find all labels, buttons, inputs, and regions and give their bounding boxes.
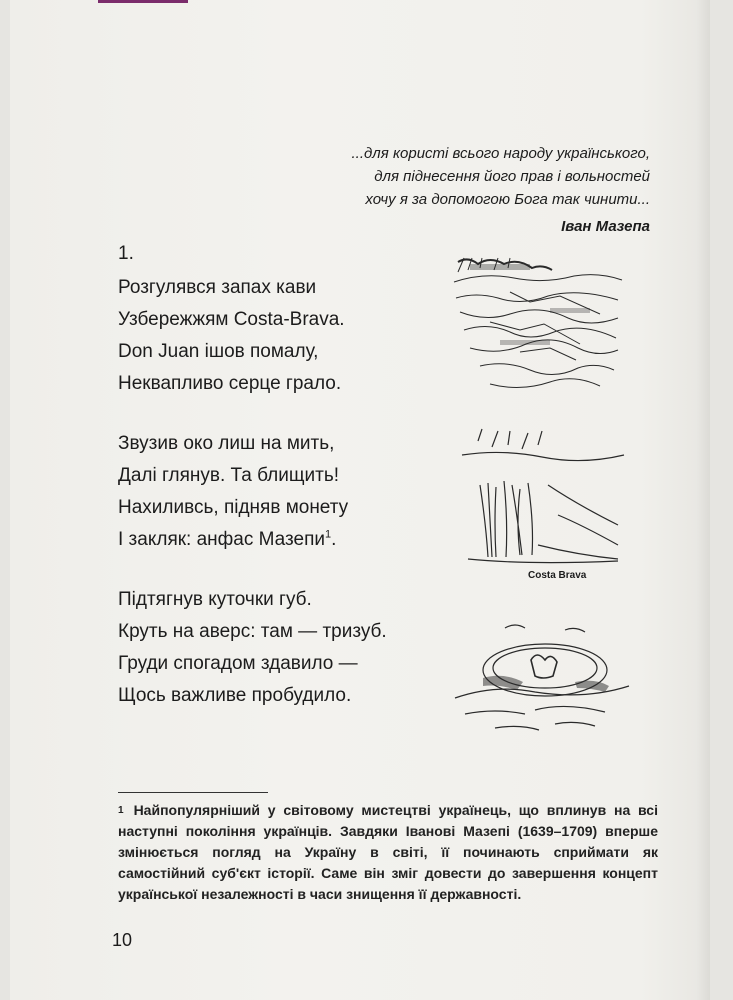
illustration-caption: Costa Brava — [528, 570, 587, 581]
epigraph-line: хочу я за допомогою Бога так чинити... — [365, 191, 650, 208]
poem-line: Нахиливсь, підняв монету — [118, 497, 349, 518]
poem-line: Розгулявся запах кави — [118, 277, 317, 298]
stanza-3 — [118, 584, 448, 712]
poem-line: Звузив око лиш на мить, — [118, 433, 335, 454]
epigraph-line: ...для користі всього народу українського, — [351, 145, 650, 162]
footnote-marker: 1 — [118, 805, 124, 816]
book-page — [10, 0, 710, 1000]
footnote-divider — [118, 792, 268, 793]
epigraph-line: для піднесення його прав і вольностей — [374, 168, 650, 185]
page-edge-shadow — [696, 0, 710, 1000]
stanza-2 — [118, 428, 448, 556]
coin-in-sand-illustration — [445, 618, 635, 783]
poem-line: Круть на аверс: там — тризуб. — [118, 621, 387, 642]
page-number: 10 — [112, 930, 133, 950]
footnote — [118, 800, 658, 905]
top-accent-bar — [98, 0, 188, 3]
poem-number: 1. — [118, 243, 134, 264]
epigraph-author: Іван Мазепа — [561, 218, 650, 235]
poem-line-text: І закляк: анфас Мазепи — [118, 529, 326, 550]
poem-line: Груди спогадом здавило — — [118, 653, 358, 674]
footnote-text: Найпопулярніший у світовому мистецтві українець, що вплинув на всі наступні покоління українців. Завдяки Іванові Мазепі (1639–1709) вперше змінюється погляд на Україну в світі, її починають сприймати як самостійний суб'єкт історії. Саме він зміг довести до завершення концепт української незалежності в часи знищення її державності. — [118, 802, 658, 902]
coast-sketch-illustration — [450, 252, 625, 412]
poem-line: Неквапливо серце грало. — [118, 373, 342, 394]
footnote-ref: 1 — [325, 528, 332, 541]
grass-beach-illustration — [458, 425, 628, 585]
poem-line: Підтягнув куточки губ. — [118, 589, 312, 610]
poem-line-with-ref: І закляк: анфас Мазепи$^1$. — [118, 528, 337, 550]
poem — [118, 238, 448, 740]
poem-line: Далі глянув. Та блищить! — [118, 465, 340, 486]
stanza-1 — [118, 272, 448, 400]
epigraph — [230, 142, 650, 238]
poem-line: Узбережжям Costa-Brava. — [118, 309, 345, 330]
poem-line: Щось важливе пробудило. — [118, 685, 352, 706]
poem-line: Don Juan ішов помалу, — [118, 341, 319, 362]
